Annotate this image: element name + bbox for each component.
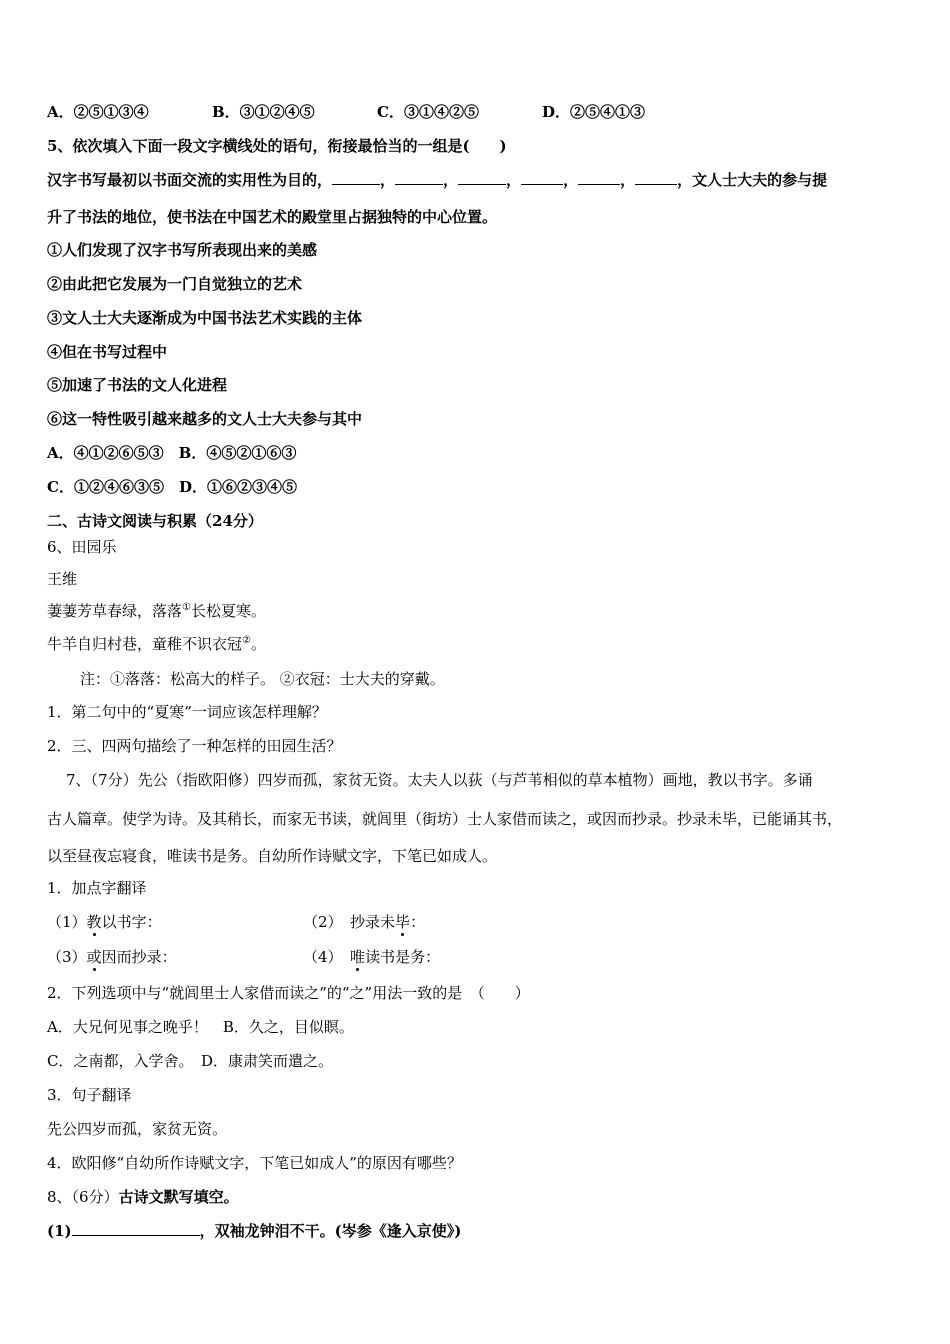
q8-title (47, 1187, 239, 1207)
q5-blank-2 (395, 170, 443, 185)
q7-word-1 (47, 912, 162, 932)
q7-passage-line1: 7、（7分）先公（指欧阳修）四岁而孤，家贫无资。太夫人以荻（与芦苇相似的草本植物）画地，教以书字。多诵 (66, 771, 813, 789)
q7-word-2-prefix: （2） 抄录未 (303, 913, 396, 931)
q5-item-3: ③文人士大夫逐渐成为中国书法艺术实践的主体 (47, 309, 363, 327)
q6-footnote-2: ② (242, 635, 251, 646)
q8-title-bold: 古诗文默写填空。 (118, 1188, 239, 1206)
q5-item-4: ④但在书写过程中 (47, 343, 168, 361)
q6-footnote-1: ① (182, 602, 191, 613)
q5-item-2: ②由此把它发展为一门自觉独立的艺术 (47, 275, 303, 293)
q5-blank-4 (521, 170, 563, 185)
q7-sub2: 2．下列选项中与“就闾里士人家借而读之”的“之”用法一致的是 （ ） (47, 984, 530, 1002)
q5-item-1: ①人们发现了汉字书写所表现出来的美感 (47, 241, 318, 259)
q4-option-d: D．②⑤④①③ (542, 103, 646, 121)
q5-item-5: ⑤加速了书法的文人化进程 (47, 376, 228, 394)
q7-word-3 (47, 947, 177, 967)
q5-options-row1: A．④①②⑥⑤③ B．④⑤②①⑥③ (47, 444, 297, 462)
q7-sub3-sentence: 先公四岁而孤，家贫无资。 (47, 1120, 228, 1138)
q8-item-1-blank (72, 1221, 200, 1236)
q7-word-4-suffix: 读书是务： (365, 948, 441, 966)
q7-word-1-prefix: （1） (47, 913, 87, 931)
section2-title: 二、古诗文阅读与积累（24分） (47, 512, 263, 530)
q8-item-1-number: (1) (47, 1222, 72, 1240)
q6-note: 注：①落落：松高大的样子。 ②衣冠：士大夫的穿戴。 (80, 670, 445, 688)
q6-author: 王维 (47, 570, 78, 588)
q7-sub3-title: 3．句子翻译 (47, 1086, 132, 1104)
q6-line1-part1: 萋萋芳草春绿，落落 (47, 602, 183, 620)
q6-poem-line2 (47, 634, 266, 654)
q5-options-row2: C．①②④⑥③⑤ D．①⑥②③④⑤ (47, 478, 297, 496)
q5-passage-start: 汉字书写最初以书面交流的实用性为目的， (47, 171, 333, 189)
q7-word-2-suffix: ： (410, 913, 426, 931)
q7-word-2-dotted: 毕 (395, 913, 411, 931)
q6-line2-part2: 。 (250, 635, 266, 653)
q8-title-prefix: 8、（6分） (47, 1188, 119, 1206)
q7-passage-line3: 以至昼夜忘寝食，唯读书是务。自幼所作诗赋文字，下笔已如成人。 (47, 847, 498, 865)
q5-blank-5 (578, 170, 620, 185)
q6-line2-part1: 牛羊自归村巷，童稚不识衣冠 (47, 635, 243, 653)
q6-poem-line1 (47, 601, 266, 621)
q8-item-1-text: ，双袖龙钟泪不干。(岑参《逢入京使》) (199, 1222, 462, 1240)
q6-question-1: 1．第二句中的“夏寒”一词应该怎样理解？ (47, 703, 327, 721)
q5-stem: 5、依次填入下面一段文字横线处的语句，衔接最恰当的一组是( ) (47, 137, 507, 155)
q7-word-3-dotted: 或 (86, 948, 102, 966)
q7-word-3-prefix: （3） (47, 948, 87, 966)
q5-blank-6 (635, 170, 677, 185)
q5-blank-1 (332, 170, 380, 185)
q6-line1-part2: 长松夏寒。 (190, 602, 266, 620)
q5-item-6: ⑥这一特性吸引越来越多的文人士大夫参与其中 (47, 410, 363, 428)
q6-question-2: 2．三、四两句描绘了一种怎样的田园生活？ (47, 737, 342, 755)
q7-word-3-suffix: 因而抄录： (101, 948, 177, 966)
q8-item-1 (47, 1221, 461, 1241)
q7-word-4-prefix: （4） (303, 948, 351, 966)
q7-word-2 (303, 912, 425, 932)
q6-title: 6、田园乐 (47, 538, 117, 556)
q7-word-1-suffix: 以书字： (101, 913, 162, 931)
q7-sub1-title: 1．加点字翻译 (47, 879, 147, 897)
q7-sub4: 4．欧阳修“自幼所作诗赋文字，下笔已如成人”的原因有哪些？ (47, 1154, 462, 1172)
q7-sub2-options-row1: A．大兄何见事之晚乎！ B．久之，目似瞑。 (47, 1018, 354, 1036)
q5-passage-line1: 汉字书写最初以书面交流的实用性为目的， ， ， ， ， ， ，文人士大夫的参与提 (47, 171, 828, 189)
q4-option-c: C．③①④②⑤ (377, 103, 479, 121)
q5-passage-mid: ，文人士大夫的参与提 (677, 171, 828, 189)
q4-option-a: A．②⑤①③④ (47, 103, 149, 121)
q7-word-4-dotted: 唯 (350, 948, 366, 966)
q7-sub2-options-row2: C．之南都，入学舍。 D．康肃笑而遣之。 (47, 1052, 334, 1070)
q7-word-4 (303, 947, 440, 967)
q5-blank-3 (458, 170, 506, 185)
q4-option-b: B．③①②④⑤ (212, 103, 315, 121)
q5-passage-end: 升了书法的地位，使书法在中国艺术的殿堂里占据独特的中心位置。 (47, 208, 498, 226)
q7-passage-line2: 古人篇章。使学为诗。及其稍长，而家无书读，就闾里（街坊）士人家借而读之，或因而抄录。抄录未毕，已能诵其书， (47, 810, 843, 828)
q7-word-1-dotted: 教 (86, 913, 102, 931)
